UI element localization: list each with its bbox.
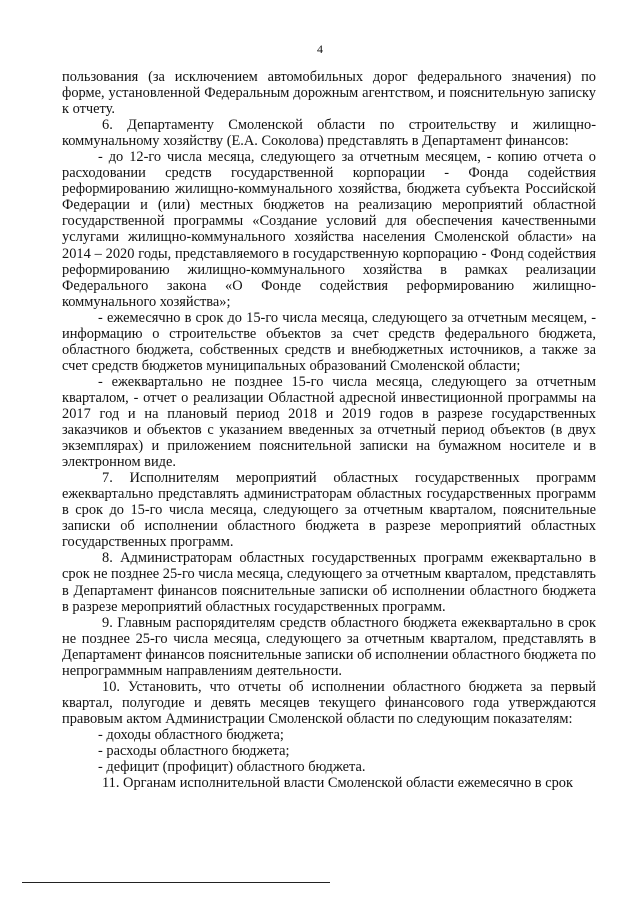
paragraph-item-9: 9. Главным распорядителям средств областного бюджета ежеквартально в срок не позднее 25-го числа месяца, следующего за отчетным кварталом, представлять в Департамент финансов пояснительные записки об исполнении областного бюджета по непрограммным направлениям деятельности. xyxy=(62,614,596,679)
paragraph-item-11: 11. Органам исполнительной власти Смоленской области ежемесячно в срок xyxy=(102,775,573,792)
document-body xyxy=(62,69,596,791)
list-item-deficit: - дефицит (профицит) областного бюджета. xyxy=(98,759,366,776)
footer-rule xyxy=(22,882,330,883)
paragraph-item-6-sub-1: - до 12-го числа месяца, следующего за отчетным месяцем, - копию отчета о расходовании средств государственной корпорации - Фонда содействия реформированию жилищно-коммунального хозяйства, бюджета субъекта Российской Федерации и (или) местных бюджетов на реализацию мероприятий областной государственной программы «Создание условий для обеспечения качественными услугами жилищно-коммунального хозяйства населения Смоленской области» на 2014 – 2020 годы, представляемого в государственную корпорацию - Фонд содействия реформированию жилищно-коммунального хозяйства в рамках реализации Федерального закона «О Фонде содействия реформированию жилищно-коммунального хозяйства»; xyxy=(62,149,596,310)
paragraph-item-6: 6. Департаменту Смоленской области по строительству и жилищно-коммунальному хозяйству (Е.А. Соколова) представлять в Департамент финансов: xyxy=(62,117,596,150)
paragraph-item-7: 7. Исполнителям мероприятий областных государственных программ ежеквартально представлять администраторам областных государственных программ в срок до 15-го числа месяца, следующего за отчетным кварталом, пояснительные записки об исполнении областного бюджета в разрезе мероприятий областных государственных программ. xyxy=(62,470,596,551)
paragraph-item-6-sub-2: - ежемесячно в срок до 15-го числа месяца, следующего за отчетным месяцем, - информацию о строительстве объектов за счет средств федерального бюджета, областного бюджета, собственных средств и внебюджетных источников, а также за счет средств бюджетов муниципальных образований Смоленской области; xyxy=(62,309,596,374)
paragraph-item-8: 8. Администраторам областных государственных программ ежеквартально в срок не позднее 25-го числа месяца, следующего за отчетным кварталом, представлять в Департамент финансов пояснительные записки об исполнении областного бюджета в разрезе мероприятий областных государственных программ. xyxy=(62,550,596,615)
paragraph-item-6-sub-3: - ежеквартально не позднее 15-го числа месяца, следующего за отчетным кварталом, - отчет о реализации Областной адресной инвестиционной программы на 2017 год и на плановый период 2018 и 2019 годов в разрезе государственных заказчиков и объектов с указанием введенных за отчетный период объектов (в двух экземплярах) и приложением пояснительной записки на бумажном носителе и в электронном виде. xyxy=(62,373,596,471)
list-item-expenditures: - расходы областного бюджета; xyxy=(98,742,290,759)
paragraph-item-10: 10. Установить, что отчеты об исполнении областного бюджета за первый квартал, полугодие и девять месяцев текущего финансового года утверждаются правовым актом Администрации Смоленской области по следующим показателям: xyxy=(62,678,596,727)
page-number: 4 xyxy=(317,42,323,56)
paragraph-continuation: пользования (за исключением автомобильных дорог федерального значения) по форме, установленной Федеральным дорожным агентством, и пояснительную записку к отчету. xyxy=(62,69,596,118)
list-item-revenues: - доходы областного бюджета; xyxy=(98,726,284,743)
